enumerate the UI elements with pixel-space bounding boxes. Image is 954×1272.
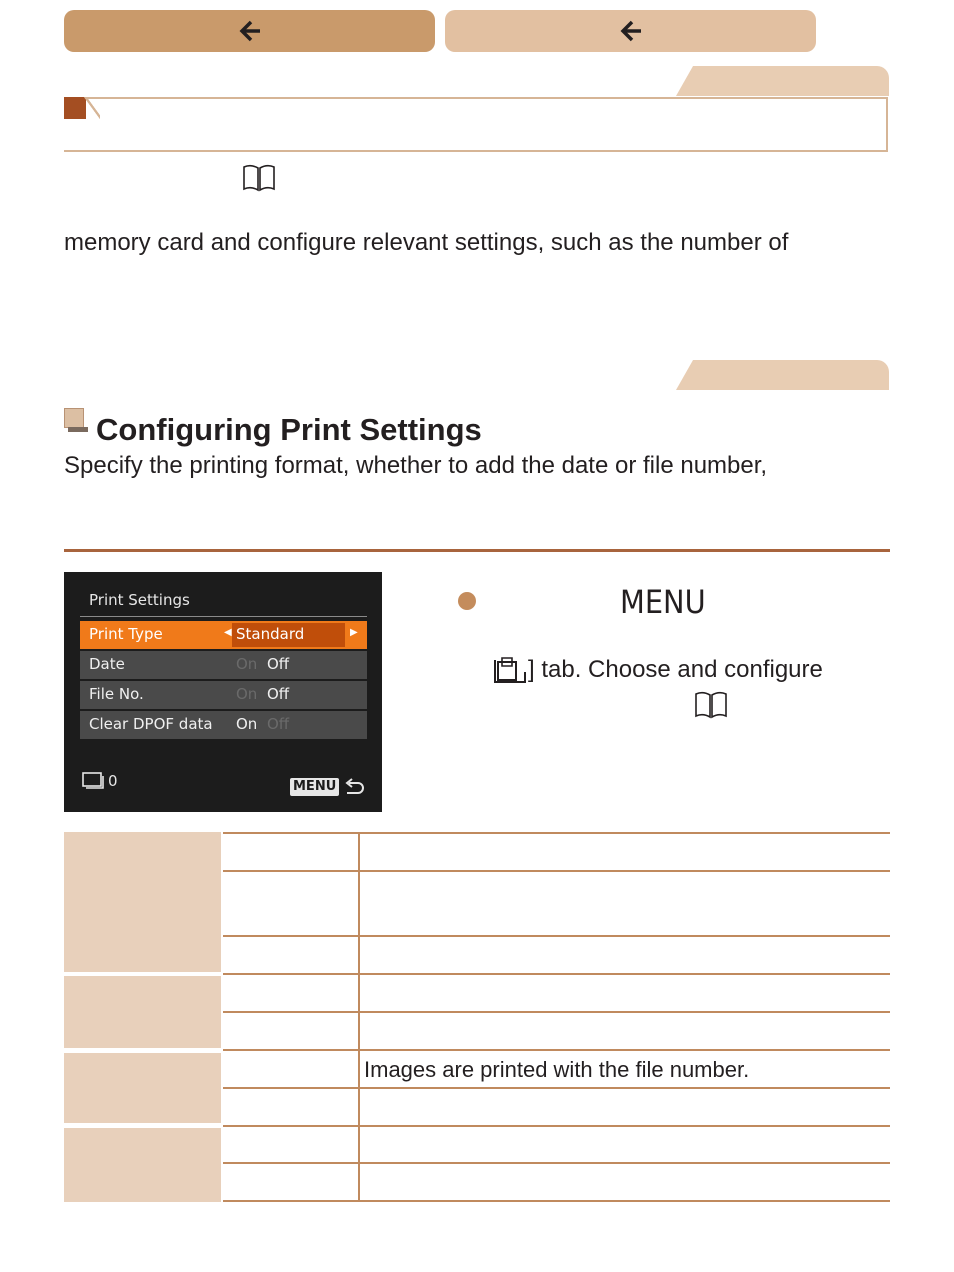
table-row-line <box>223 1087 890 1089</box>
camera-title-divider <box>80 616 367 617</box>
camera-row-option-on: On <box>236 715 258 733</box>
book-icon[interactable] <box>694 691 728 719</box>
camera-row-date[interactable] <box>80 651 367 679</box>
camera-row-option-off: Off <box>267 685 290 703</box>
table-row-line <box>223 935 890 937</box>
print-count <box>82 772 118 790</box>
menu-button-label: MENU <box>620 583 706 621</box>
table-row-line <box>223 832 890 834</box>
table-category-cell <box>64 832 221 972</box>
table-row-line <box>223 1162 890 1164</box>
table-category-cell <box>64 1128 221 1202</box>
camera-screen <box>64 572 382 812</box>
table-row-line <box>223 1011 890 1013</box>
camera-row-option-on: On <box>236 685 258 703</box>
camera-row-label: Print Type <box>89 625 163 643</box>
table-row-line <box>223 973 890 975</box>
section-marker <box>64 97 86 119</box>
table-cell-file-number-on: Images are printed with the file number. <box>364 1057 750 1082</box>
table-category-cell <box>64 976 221 1048</box>
arrow-left-icon <box>620 20 642 42</box>
camera-row-option-on: On <box>236 655 258 673</box>
print-count-value: 0 <box>108 772 118 790</box>
return-arrow-icon <box>343 778 365 796</box>
table-row-line <box>223 1049 890 1051</box>
camera-row-value: Standard <box>236 625 305 643</box>
section-header-box <box>64 97 888 152</box>
menu-button-label: MENU <box>290 778 339 796</box>
camera-row-option-off: Off <box>267 655 290 673</box>
camera-row-file-no[interactable] <box>80 681 367 709</box>
section-divider <box>64 549 890 552</box>
section-description: Specify the printing format, whether to add the date or file number, <box>64 452 768 479</box>
camera-row-clear-dpof[interactable] <box>80 711 367 739</box>
category-tab-middle <box>676 360 889 390</box>
table-row-line <box>223 870 890 872</box>
table-row-line <box>223 1200 890 1202</box>
nav-back-button-2[interactable] <box>445 10 816 52</box>
camera-row-label: Date <box>89 655 125 673</box>
camera-row-print-type[interactable] <box>80 621 367 649</box>
section-header-corner <box>84 97 100 119</box>
nav-back-button-1[interactable] <box>64 10 435 52</box>
table-category-cell <box>64 1053 221 1123</box>
intro-text-line: memory card and configure relevant settings, such as the number of <box>64 229 789 256</box>
subsection-marker <box>64 408 84 428</box>
section-title: Configuring Print Settings <box>96 412 482 447</box>
left-arrow-icon[interactable]: ◀ <box>224 627 232 638</box>
camera-menu-button[interactable] <box>290 778 365 796</box>
table-row-line <box>223 1125 890 1127</box>
camera-row-label: File No. <box>89 685 144 703</box>
print-frame-icon <box>82 772 104 790</box>
category-tab-top <box>676 66 889 96</box>
step-instruction: ] tab. Choose and configure <box>528 656 823 683</box>
arrow-left-icon <box>239 20 261 42</box>
right-arrow-icon[interactable]: ▶ <box>350 627 358 638</box>
camera-row-option-off: Off <box>267 715 290 733</box>
print-tab-icon <box>494 656 526 684</box>
camera-row-label: Clear DPOF data <box>89 715 213 733</box>
book-icon[interactable] <box>242 164 276 192</box>
table-column-divider <box>358 832 360 1202</box>
camera-screen-title: Print Settings <box>89 591 190 609</box>
bullet-dot <box>458 592 476 610</box>
